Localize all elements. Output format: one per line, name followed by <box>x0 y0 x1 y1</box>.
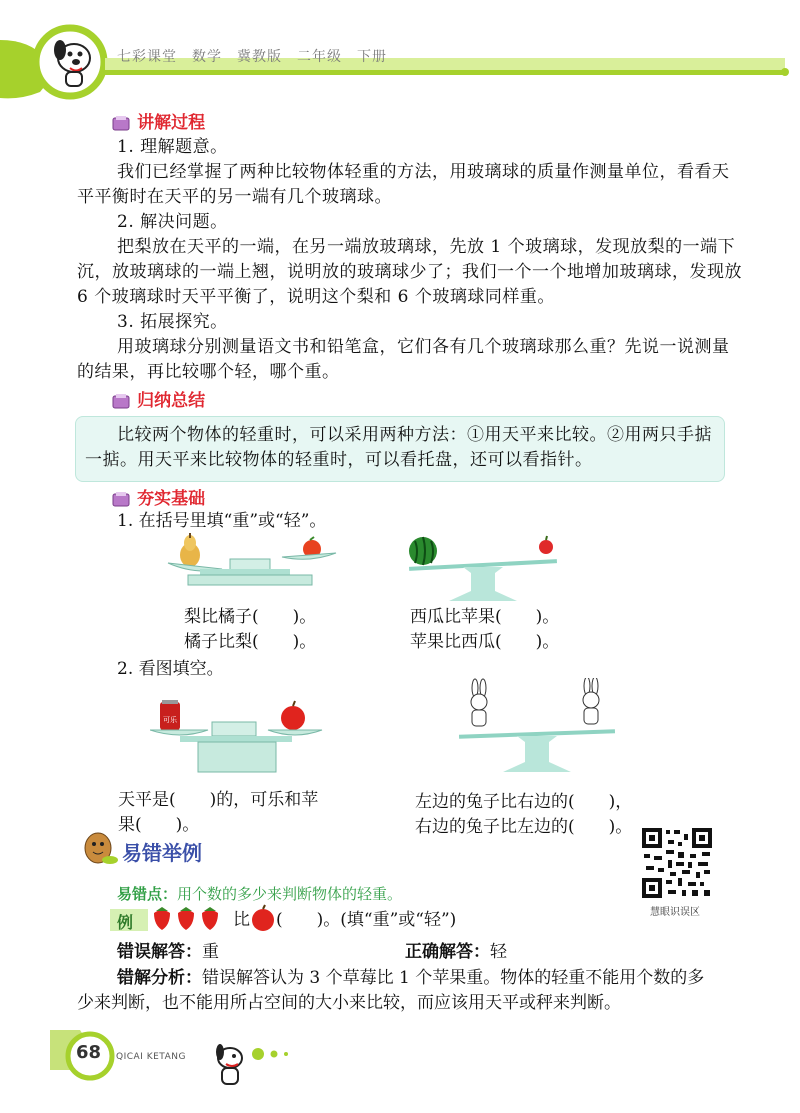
explain-step1-line1: 我们已经掌握了两种比较物体轻重的方法，用玻璃球的质量作测量单位，看看天 <box>117 162 730 182</box>
apple-icon <box>539 536 553 554</box>
section-mistake-title: 易错举例 <box>122 841 202 865</box>
book-icon <box>110 115 132 133</box>
cola-can-label: 可乐 <box>163 716 177 724</box>
section-explain <box>110 108 730 134</box>
scale-pear-orange-illustration <box>160 533 340 593</box>
explain-step3-line2: 的结果，再比较哪个轻，哪个重。 <box>77 362 340 382</box>
scale-cola-apple-illustration <box>150 700 325 775</box>
basic-q2a-line2: 果( )。 <box>118 815 200 835</box>
explain-step1-title: 1. 理解题意。 <box>117 137 228 157</box>
explain-step1-line2: 平平衡时在天平的另一端有几个玻璃球。 <box>77 187 392 207</box>
footer-dot-large <box>252 1048 264 1060</box>
section-summary-heading <box>110 386 205 412</box>
basic-q2-title: 2. 看图填空。 <box>117 659 224 679</box>
strawberry-icon <box>154 907 170 930</box>
wrong-answer-label: 错误解答： <box>117 942 202 962</box>
page-number: 68 <box>76 1042 102 1063</box>
basic-q1a-line2: 橘子比梨( )。 <box>184 632 317 652</box>
basic-q1b-line2: 苹果比西瓜( )。 <box>410 632 560 652</box>
rabbit-right-icon <box>583 678 599 724</box>
strawberries-illustration <box>150 905 230 931</box>
footer-dot-small <box>284 1052 288 1056</box>
explain-step3-title: 3. 拓展探究。 <box>117 312 228 332</box>
basic-q1a-line1: 梨比橘子( )。 <box>184 607 317 627</box>
strawberry-icon <box>202 907 218 930</box>
example-label: 例 <box>117 913 134 932</box>
analysis-line1 <box>117 966 704 991</box>
analysis-line2: 少来判断，也不能用所占空间的大小来比较，而应该用天平或秤来判断。 <box>77 993 621 1013</box>
footer-decoration <box>50 1030 310 1100</box>
basic-q1-title: 1. 在括号里填“重”或“轻”。 <box>117 511 327 531</box>
seesaw-watermelon-apple-illustration <box>405 533 565 603</box>
explain-step2-title: 2. 解决问题。 <box>117 212 228 232</box>
summary-line2: 一掂。用天平来比较物体的轻重时，可以看托盘，还可以看指针。 <box>85 450 593 470</box>
section-explain-title: 讲解过程 <box>137 113 206 133</box>
qr-code-icon[interactable] <box>640 826 714 900</box>
apple-icon <box>250 904 276 932</box>
explain-step2-line3: 6 个玻璃球时天平平衡了，说明这个梨和 6 个玻璃球同样重。 <box>77 287 555 307</box>
wrong-answer-value: 重 <box>202 942 219 962</box>
summary-line1: 比较两个物体的轻重时，可以采用两种方法：①用天平来比较。②用两只手掂 <box>117 425 712 445</box>
potato-mascot-icon <box>78 830 120 866</box>
footer-brand: QICAI KETANG <box>116 1052 186 1062</box>
footer-dot-medium <box>271 1051 278 1058</box>
section-summary-title: 归纳总结 <box>137 391 206 411</box>
section-basic-title: 夯实基础 <box>137 489 206 509</box>
right-answer-label: 正确解答： <box>405 942 490 962</box>
basic-q2b-line1: 左边的兔子比右边的( )， <box>415 792 633 812</box>
apple-icon <box>281 701 305 730</box>
rabbit-left-icon <box>471 679 487 726</box>
book-icon <box>110 491 132 509</box>
basic-q2b-line2: 右边的兔子比左边的( )。 <box>415 817 633 837</box>
watermelon-icon <box>409 537 437 565</box>
mistake-point <box>117 883 402 904</box>
analysis-label: 错解分析： <box>117 968 202 988</box>
example-compare-word: 比 <box>233 910 250 930</box>
seesaw-rabbits-illustration <box>455 678 625 778</box>
cola-can-icon <box>160 700 180 730</box>
strawberry-icon <box>178 907 194 930</box>
qr-caption: 慧眼识误区 <box>650 907 700 918</box>
book-icon <box>110 393 132 411</box>
pear-icon <box>180 533 200 567</box>
mistake-point-text: 用个数的多少来判断物体的轻重。 <box>177 885 403 903</box>
section-basic-heading <box>110 484 205 510</box>
right-answer <box>405 940 507 965</box>
section-explain-heading <box>110 108 730 134</box>
basic-q1b-line1: 西瓜比苹果( )。 <box>410 607 560 627</box>
header-green-line <box>100 70 785 75</box>
explain-step2-line1: 把梨放在天平的一端，在另一端放玻璃球，先放 1 个玻璃球，发现放梨的一端下 <box>117 237 736 257</box>
analysis-text-1: 错误解答认为 3 个草莓比 1 个苹果重。物体的轻重不能用个数的多 <box>202 968 705 988</box>
explain-step2-line2: 沉，放玻璃球的一端上翘，说明放的玻璃球少了；我们一个一个地增加玻璃球，发现放 <box>77 262 742 282</box>
right-answer-value: 轻 <box>490 942 507 962</box>
mistake-point-label: 易错点： <box>117 885 178 903</box>
basic-q2a-line1: 天平是( )的，可乐和苹 <box>118 790 319 810</box>
explain-step3-line1: 用玻璃球分别测量语文书和铅笔盒，它们各有几个玻璃球那么重？先说一说测量 <box>117 337 730 357</box>
dog-mascot-icon <box>216 1044 242 1084</box>
example-tail: ( )。(填“重”或“轻”) <box>276 910 457 930</box>
wrong-answer <box>117 940 219 965</box>
header-title: 七彩课堂 数学 冀教版 二年级 下册 <box>117 49 387 65</box>
